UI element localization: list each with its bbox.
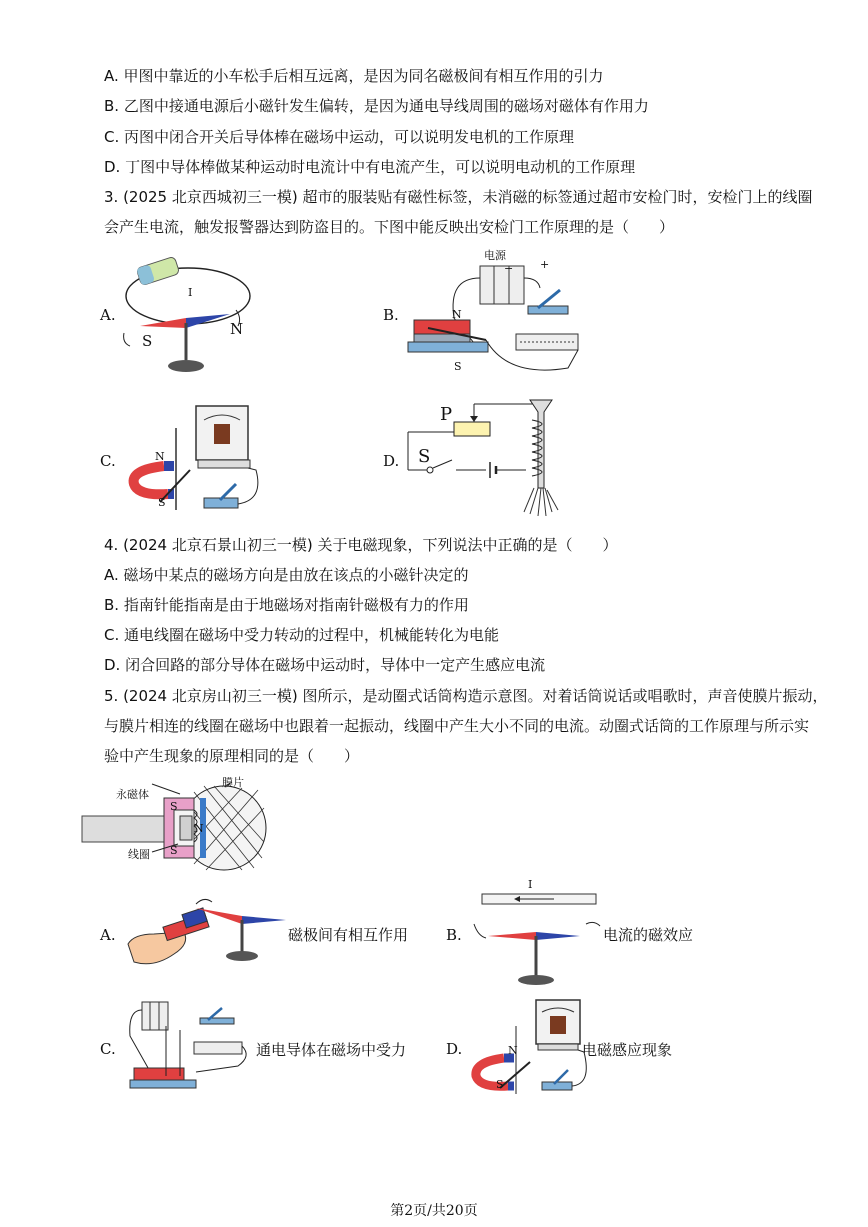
q5-stem-line3: 验中产生现象的原理相同的是（ ） — [104, 747, 360, 765]
q2-option-d: D. 丁图中导体棒做某种运动时电流计中有电流产生，可以说明电动机的工作原理 — [104, 158, 636, 176]
q3-fig-b-s: S — [454, 360, 462, 373]
q3-fig-d-label: D. — [383, 452, 400, 470]
q5-option-a-label: A. — [100, 926, 116, 944]
q3-fig-b-n: N — [452, 308, 462, 321]
q3-stem-line1: 3. (2025 北京西城初三一模) 超市的服装贴有磁性标签，未消磁的标签通过超市安检门时，安检门上的线圈 — [104, 188, 813, 206]
q5-mic-s-bottom: S — [170, 844, 178, 857]
q3-fig-c-illustration — [124, 400, 274, 520]
q5-option-b-label: B. — [446, 926, 462, 944]
q5-option-d-caption: 电磁感应现象 — [582, 1041, 673, 1059]
q3-fig-a-label: A. — [100, 306, 116, 324]
q3-stem-line2: 会产生电流，触发报警器达到防盗目的。下图中能反映出安检门工作原理的是（ ） — [104, 218, 675, 236]
page-footer: 第2页/共20页 — [390, 1203, 478, 1219]
q5-mic-n: N — [194, 822, 204, 835]
q5-stem-line1: 5. (2024 北京房山初三一模) 图所示，是动圈式话筒构造示意图。对着话筒说话或唱歌时，声音使膜片振动， — [104, 687, 828, 705]
q5-microphone-diagram — [82, 778, 272, 878]
q5-mic-magnet-label: 永磁体 — [116, 788, 149, 801]
q5-option-d-n: N — [508, 1044, 518, 1057]
q3-fig-b-power: 电源 — [484, 249, 506, 262]
q3-fig-b-illustration — [408, 248, 588, 378]
q5-option-a-illustration — [124, 894, 294, 974]
q5-mic-s-top: S — [170, 800, 178, 813]
q5-option-b-caption: 电流的磁效应 — [603, 926, 694, 944]
q5-mic-coil-label: 线圈 — [128, 848, 150, 861]
q5-option-d-s: S — [496, 1078, 504, 1091]
q3-fig-c-s: S — [158, 496, 166, 509]
q2-option-b: B. 乙图中接通电源后小磁针发生偏转，是因为通电导线周围的磁场对磁体有作用力 — [104, 97, 649, 115]
q3-fig-c-n: N — [155, 450, 165, 463]
q2-option-a: A. 甲图中靠近的小车松手后相互远离，是因为同名磁极间有相互作用的引力 — [104, 67, 604, 85]
q4-option-a: A. 磁场中某点的磁场方向是由放在该点的小磁针决定的 — [104, 566, 469, 584]
q4-option-b: B. 指南针能指南是由于地磁场对指南针磁极有力的作用 — [104, 596, 469, 614]
q3-fig-b-plus: + — [540, 258, 550, 271]
q5-option-c-illustration — [126, 996, 256, 1096]
q5-stem-line2: 与膜片相连的线圈在磁场中也跟着一起振动，线圈中产生大小不同的电流。动圈式话筒的工作原理与所示实 — [104, 717, 810, 735]
q5-option-c-label: C. — [100, 1040, 116, 1058]
q5-option-d-label: D. — [446, 1040, 463, 1058]
q5-mic-diaphragm-label: 膜片 — [222, 776, 244, 789]
q3-fig-c-label: C. — [100, 452, 116, 470]
q3-fig-a-s: S — [142, 332, 153, 350]
q3-fig-d-p: P — [440, 404, 453, 425]
q4-option-c: C. 通电线圈在磁场中受力转动的过程中，机械能转化为电能 — [104, 626, 500, 644]
q3-fig-b-minus: − — [504, 262, 514, 275]
q5-option-a-caption: 磁极间有相互作用 — [288, 926, 409, 944]
q3-fig-a-current: I — [188, 286, 193, 299]
q3-fig-a-n: N — [230, 320, 244, 338]
q4-option-d: D. 闭合回路的部分导体在磁场中运动时，导体中一定产生感应电流 — [104, 656, 546, 674]
q5-option-d-illustration — [470, 996, 600, 1096]
q5-option-b-current: I — [528, 878, 533, 891]
q2-option-c: C. 丙图中闭合开关后导体棒在磁场中运动，可以说明发电机的工作原理 — [104, 128, 575, 146]
q3-fig-b-label: B. — [383, 306, 399, 324]
q5-option-c-caption: 通电导体在磁场中受力 — [256, 1041, 407, 1059]
q3-fig-d-s: S — [418, 446, 431, 467]
q4-stem: 4. (2024 北京石景山初三一模) 关于电磁现象，下列说法中正确的是（ ） — [104, 536, 618, 554]
q5-option-b-illustration — [474, 880, 604, 990]
q3-fig-a-illustration — [118, 248, 268, 378]
